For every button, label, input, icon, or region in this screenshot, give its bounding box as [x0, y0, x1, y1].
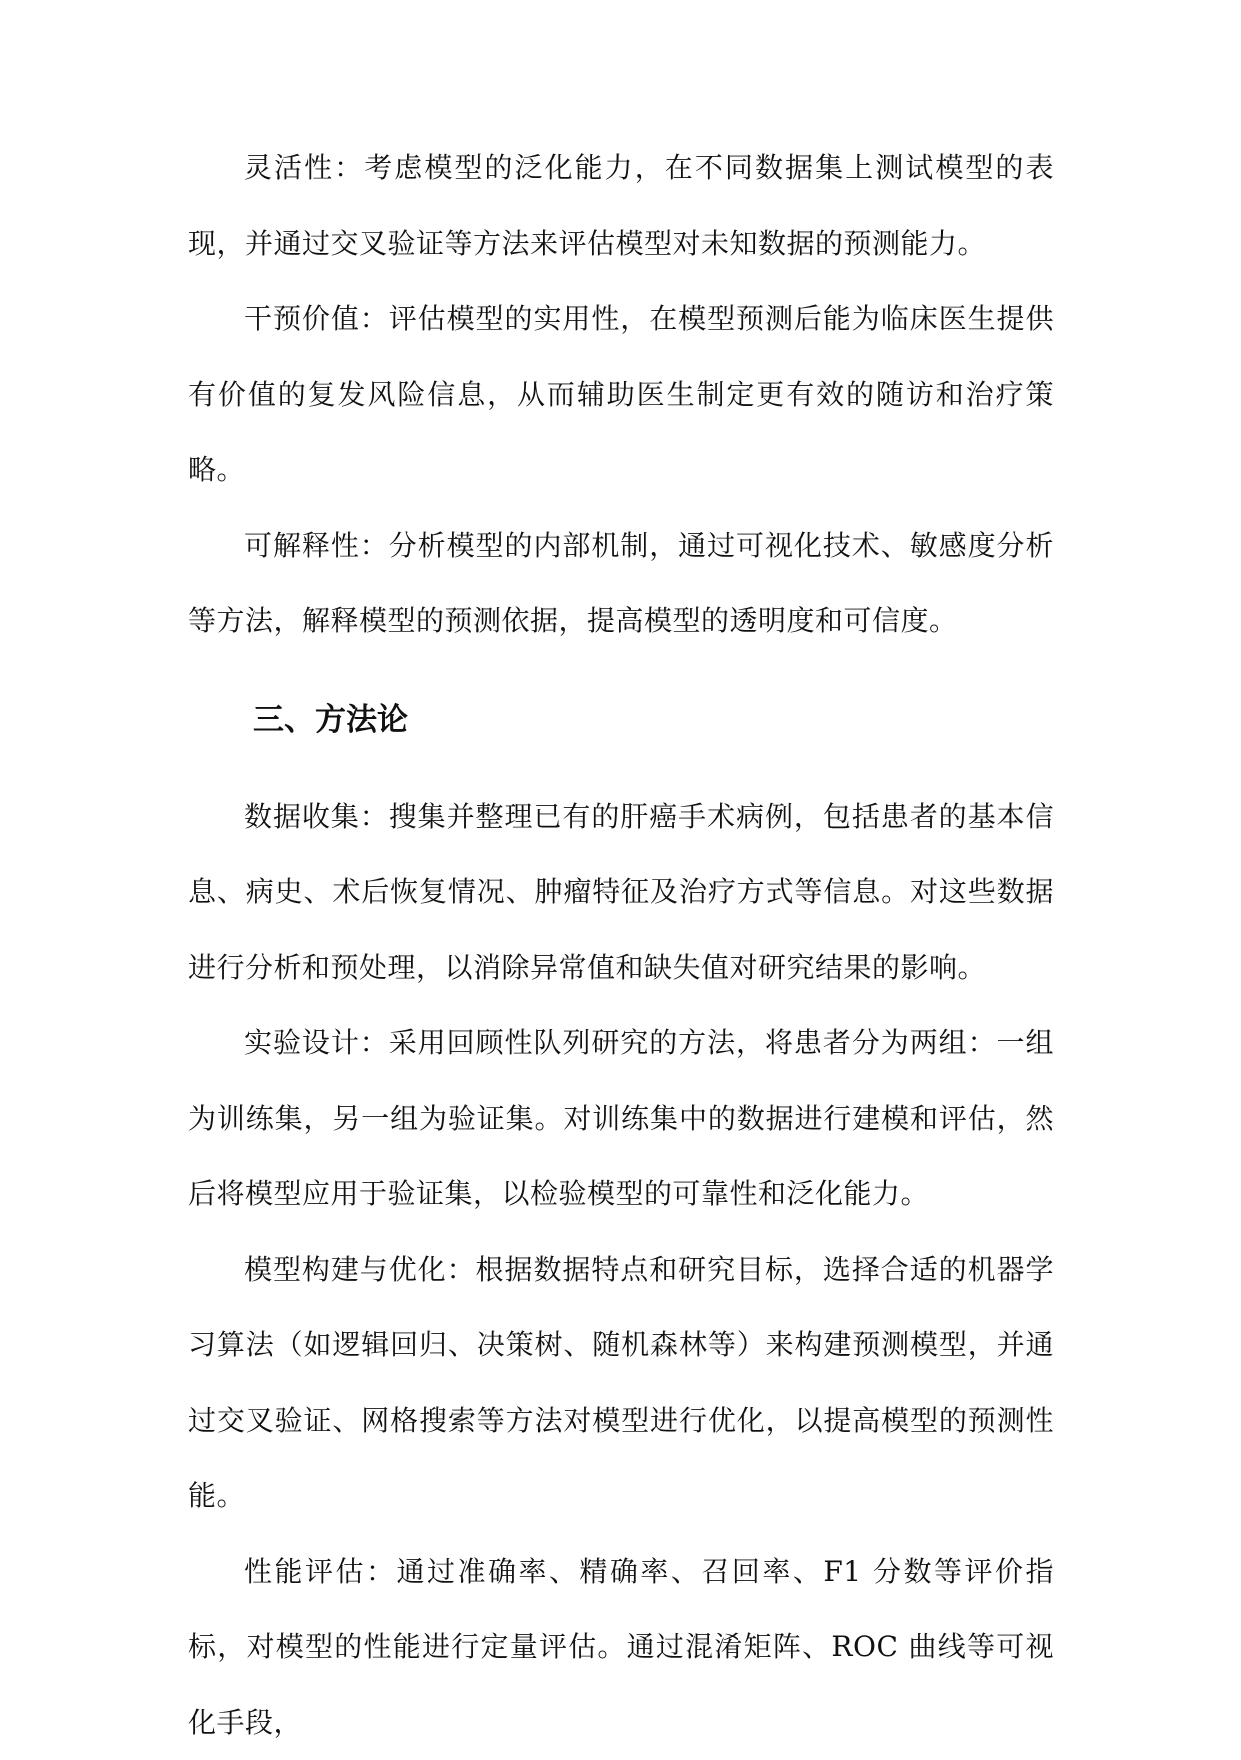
- paragraph-performance-evaluation: 性能评估：通过准确率、精确率、召回率、F1 分数等评价指标，对模型的性能进行定量评估。通过混淆矩阵、ROC 曲线等可视化手段，: [188, 1534, 1054, 1760]
- paragraph-data-collection: 数据收集：搜集并整理已有的肝癌手术病例，包括患者的基本信息、病史、术后恢复情况、肿瘤特征及治疗方式等信息。对这些数据进行分析和预处理，以消除异常值和缺失值对研究结果的影响。: [188, 779, 1054, 1006]
- paragraph-interpretability: 可解释性：分析模型的内部机制，通过可视化技术、敏感度分析等方法，解释模型的预测依据，提高模型的透明度和可信度。: [188, 508, 1054, 659]
- document-page: [188, 130, 1054, 1760]
- section-heading-methodology: 三、方法论: [188, 675, 1054, 766]
- paragraph-experiment-design: 实验设计：采用回顾性队列研究的方法，将患者分为两组：一组为训练集，另一组为验证集。对训练集中的数据进行建模和评估，然后将模型应用于验证集，以检验模型的可靠性和泛化能力。: [188, 1005, 1054, 1232]
- paragraph-flexibility: 灵活性：考虑模型的泛化能力，在不同数据集上测试模型的表现，并通过交叉验证等方法来评估模型对未知数据的预测能力。: [188, 130, 1054, 281]
- paragraph-intervention-value: 干预价值：评估模型的实用性，在模型预测后能为临床医生提供有价值的复发风险信息，从而辅助医生制定更有效的随访和治疗策略。: [188, 281, 1054, 508]
- paragraph-model-building: 模型构建与优化：根据数据特点和研究目标，选择合适的机器学习算法（如逻辑回归、决策树、随机森林等）来构建预测模型，并通过交叉验证、网格搜索等方法对模型进行优化，以提高模型的预测性能。: [188, 1232, 1054, 1534]
